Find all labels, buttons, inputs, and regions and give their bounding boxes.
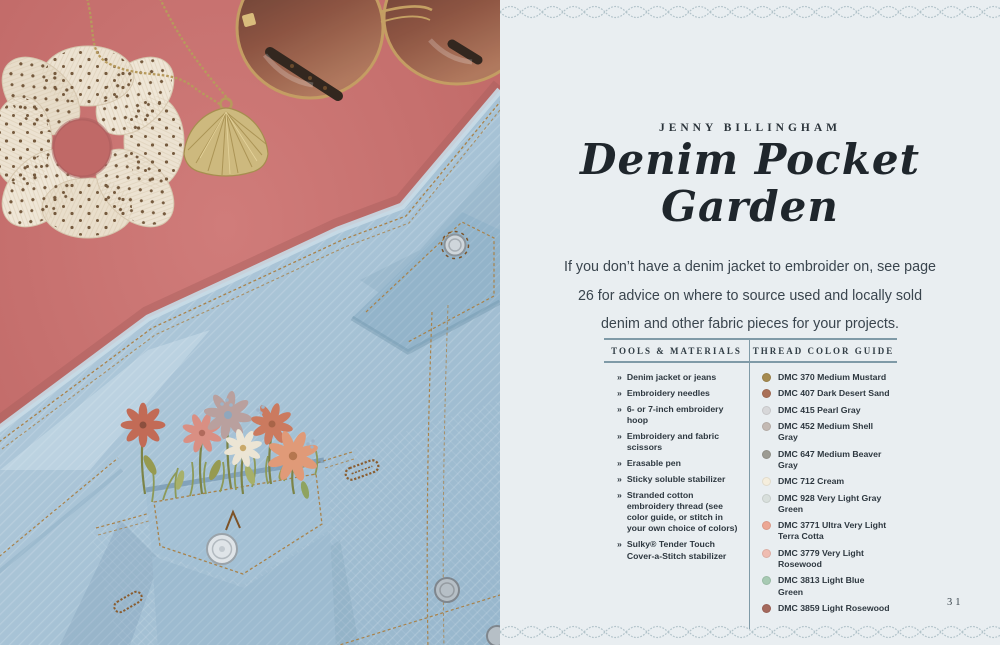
- materials-table: [604, 338, 897, 629]
- table-header-row: [604, 338, 897, 363]
- thread-color-item: [762, 520, 893, 543]
- list-bullet: »: [617, 372, 622, 382]
- thread-color-item: [762, 388, 893, 399]
- thread-color-label: DMC 407 Dark Desert Sand: [778, 388, 890, 399]
- list-bullet: »: [617, 387, 622, 398]
- tool-item-label: Embroidery and fabric scissors: [626, 430, 720, 453]
- thread-color-label: DMC 3859 Light Rosewood: [778, 603, 890, 613]
- tools-list: [604, 363, 750, 629]
- thread-color-item: [762, 603, 893, 614]
- thread-color-item: [762, 476, 893, 487]
- thread-color-dot: [762, 576, 771, 585]
- list-bullet: »: [617, 403, 622, 414]
- tool-item-label: Stranded cotton embroidery thread (see color guide, or stitch in your own choice of colors): [626, 489, 738, 534]
- thread-color-dot: [762, 549, 771, 558]
- decorative-wave-border-top: [500, 4, 1000, 20]
- tools-list-item: [617, 388, 739, 399]
- tools-list-item: [617, 431, 739, 454]
- project-title: [500, 136, 1000, 230]
- thread-color-dot: [762, 477, 771, 486]
- thread-color-item: [762, 372, 893, 383]
- right-page: [500, 0, 1000, 645]
- thread-color-label: DMC 928 Very Light Gray Green: [778, 492, 882, 514]
- list-bullet: »: [617, 473, 622, 484]
- thread-color-label: DMC 712 Cream: [778, 476, 845, 487]
- collar-button: [445, 235, 466, 256]
- list-bullet: »: [617, 539, 622, 550]
- tools-list-item: [617, 539, 739, 562]
- project-title-line-2: Garden: [661, 182, 839, 231]
- thread-color-item: [762, 575, 893, 598]
- thread-color-dot: [762, 494, 771, 503]
- thread-color-dot: [762, 389, 771, 398]
- thread-color-label: DMC 3771 Ultra Very Light Terra Cotta: [778, 520, 887, 542]
- table-body: [604, 363, 897, 629]
- tool-item-label: Sticky soluble stabilizer: [626, 473, 726, 484]
- thread-color-dot: [762, 422, 771, 431]
- tools-list-item: [617, 404, 739, 427]
- thread-color-label: DMC 3813 Light Blue Green: [778, 575, 865, 597]
- tools-list-item: [617, 372, 739, 383]
- tools-list-item: [617, 474, 739, 485]
- thread-color-dot: [762, 604, 771, 613]
- decorative-wave-border-bottom: [500, 624, 1000, 640]
- thread-color-dot: [762, 373, 771, 382]
- author-name: JENNY BILLINGHAM: [658, 122, 842, 134]
- tool-item-label: Erasable pen: [626, 457, 681, 468]
- intro-paragraph: If you don’t have a denim jacket to embroider on, see page 26 for advice on where to source used and locally sold denim and other fabric pieces for your projects.: [564, 259, 936, 333]
- thread-color-dot: [762, 521, 771, 530]
- thread-color-label: DMC 452 Medium Shell Gray: [778, 420, 874, 443]
- tools-list-item: [617, 490, 739, 535]
- tool-item-label: Denim jacket or jeans: [626, 372, 717, 382]
- polka-dot-scrunchie: [0, 42, 189, 241]
- thread-color-item: [762, 421, 893, 444]
- thread-color-item: [762, 493, 893, 516]
- thread-color-guide-header: THREAD COLOR GUIDE: [752, 346, 895, 356]
- tool-item-label: 6- or 7-inch embroidery hoop: [626, 403, 724, 425]
- tool-item-label: Embroidery needles: [626, 387, 710, 398]
- page-number: 31: [947, 597, 964, 608]
- tools-list-item: [617, 458, 739, 469]
- thread-color-label: DMC 415 Pearl Gray: [778, 404, 861, 415]
- front-button: [435, 578, 459, 602]
- list-bullet: »: [617, 457, 622, 468]
- thread-color-label: DMC 647 Medium Beaver Gray: [778, 448, 882, 470]
- thread-color-label: DMC 3779 Very Light Rosewood: [778, 547, 864, 570]
- list-bullet: »: [617, 430, 622, 441]
- tool-item-label: Sulky® Tender Touch Cover-a-Stitch stabilizer: [626, 539, 727, 561]
- thread-color-label: DMC 370 Medium Mustard: [778, 372, 887, 382]
- thread-color-item: [762, 548, 893, 571]
- thread-color-dot: [762, 406, 771, 415]
- thread-color-item: [762, 405, 893, 416]
- list-bullet: »: [617, 489, 622, 500]
- tools-materials-header: TOOLS & MATERIALS: [604, 340, 750, 361]
- project-title-line-1: Denim Pocket: [580, 135, 920, 184]
- thread-color-dot: [762, 450, 771, 459]
- thread-color-item: [762, 449, 893, 472]
- thread-color-list: [750, 363, 897, 629]
